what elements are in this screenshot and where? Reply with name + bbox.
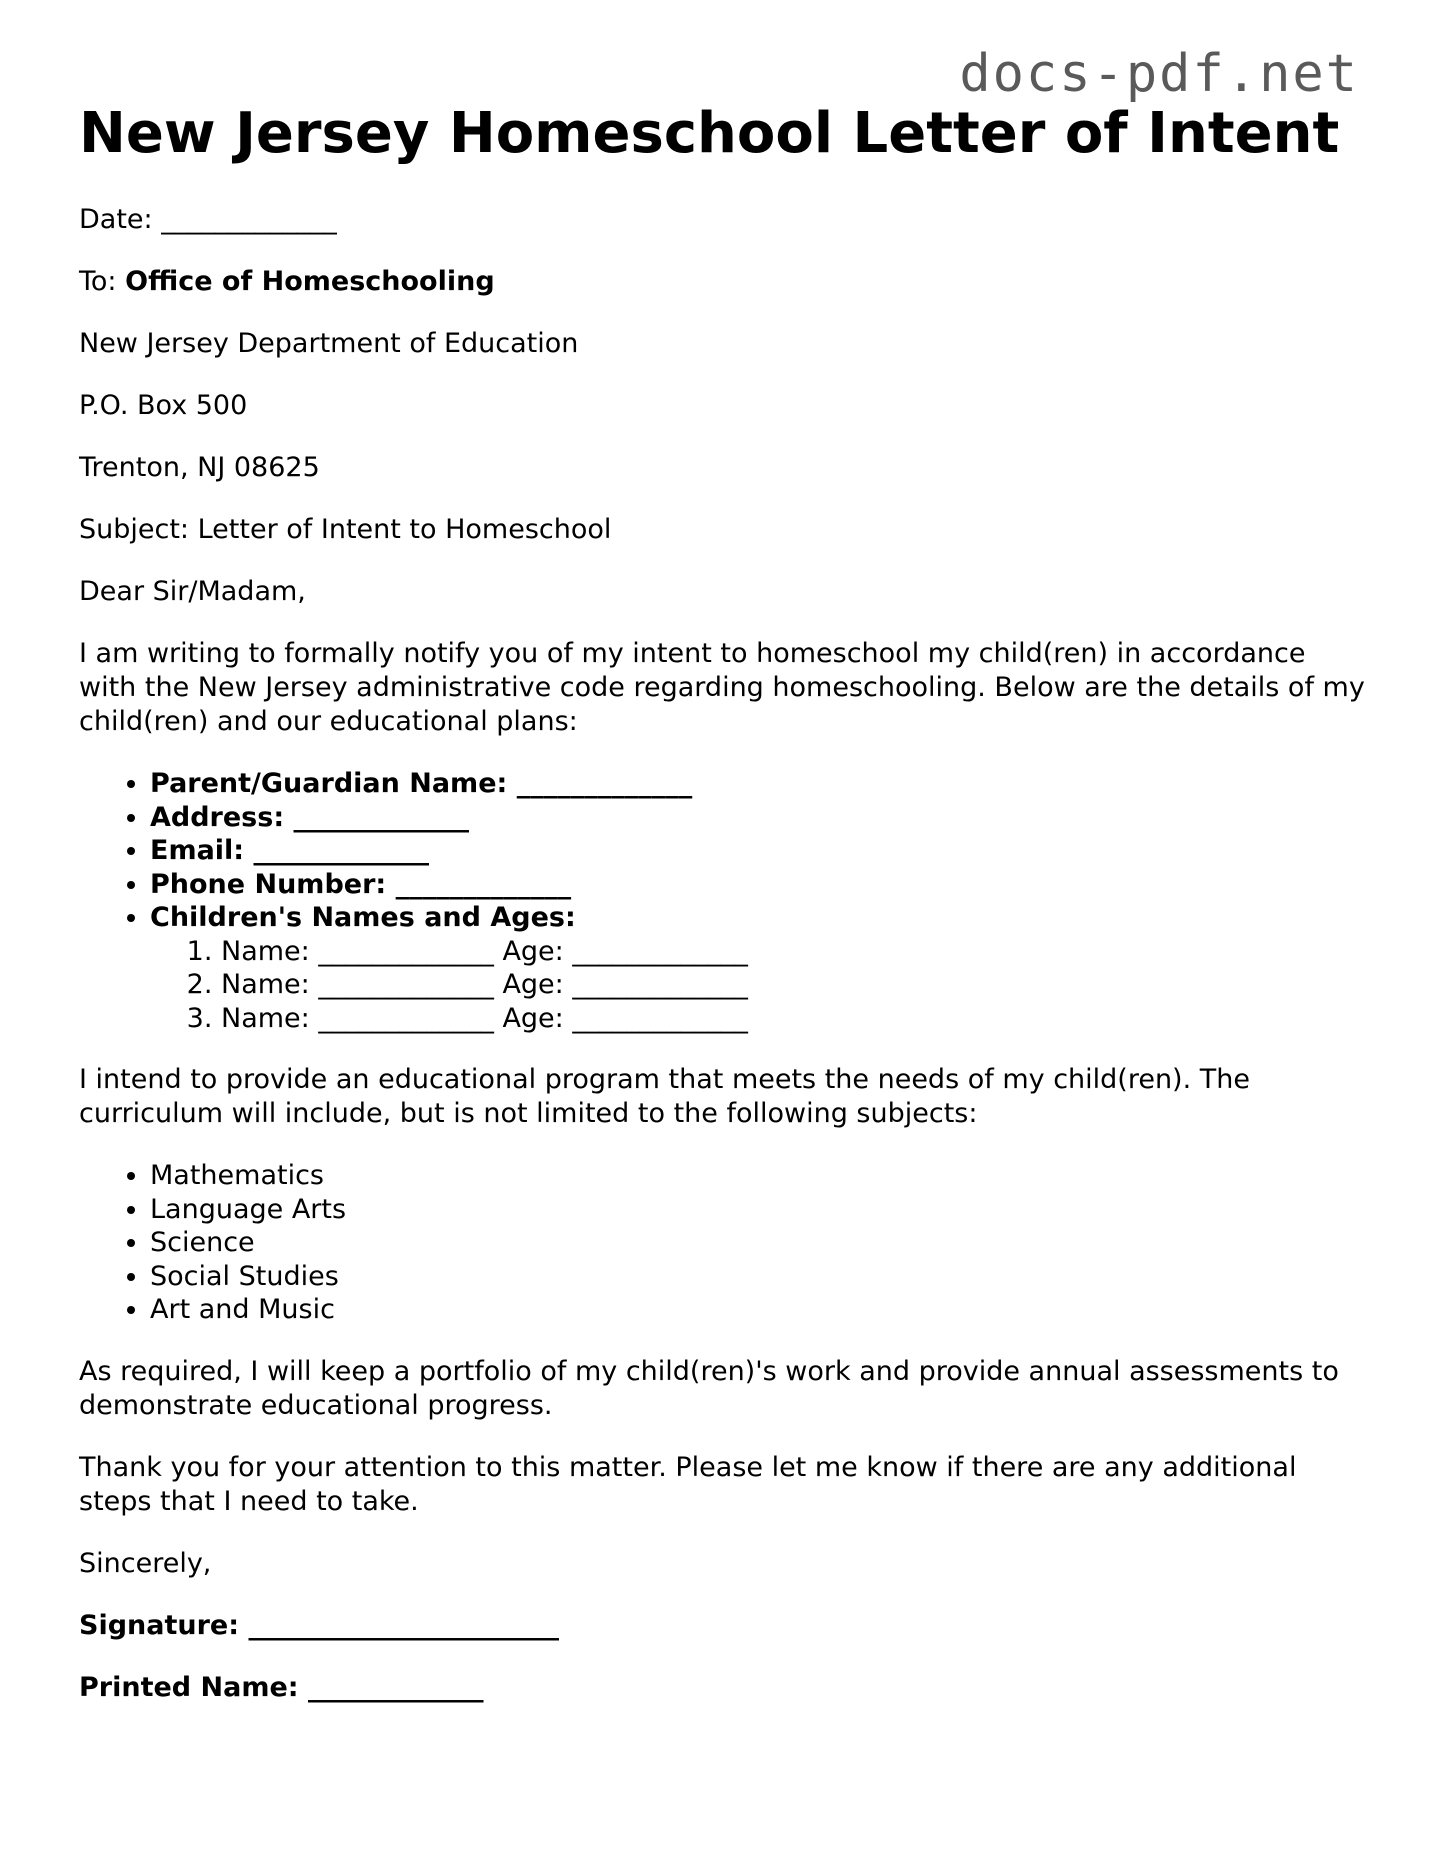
list-item: • Art and Music — [150, 1293, 1369, 1327]
letter-document — [79, 100, 1369, 1733]
list-item: • Social Studies — [150, 1260, 1369, 1294]
signature-line — [79, 1609, 1369, 1643]
list-item-email — [150, 834, 1369, 868]
details-list — [79, 767, 1369, 1035]
list-item-children — [150, 901, 1369, 1035]
list-item: • Language Arts — [150, 1193, 1369, 1227]
list-item: • Science — [150, 1226, 1369, 1260]
parent-label: Parent/Guardian Name: — [150, 768, 508, 800]
children-list — [150, 935, 1369, 1036]
address-blank: _____________ — [293, 801, 470, 833]
date-line — [79, 203, 1369, 237]
phone-label: Phone Number: — [150, 868, 387, 900]
recipient-office: Office of Homeschooling — [125, 266, 495, 298]
page-title: New Jersey Homeschool Letter of Intent — [79, 101, 1340, 166]
child-row — [221, 968, 1369, 1002]
recipient-line — [79, 265, 1369, 299]
salutation: Dear Sir/Madam, — [79, 576, 306, 608]
portfolio-paragraph: As required, I will keep a portfolio of my child(ren)'s work and provide annual assessments to demonstrate educational progress. — [79, 1355, 1339, 1421]
list-item-address — [150, 801, 1369, 835]
subjects-list — [79, 1159, 1369, 1327]
child-age-blank: _____________ — [572, 935, 748, 967]
list-item-parent — [150, 767, 1369, 801]
date-label: Date: — [79, 204, 153, 236]
child-name-label: Name: — [221, 935, 310, 967]
printed-name-line — [79, 1671, 1369, 1705]
children-label: Children's Names and Ages: — [150, 902, 576, 934]
list-item: • Mathematics — [150, 1159, 1369, 1193]
child-row — [221, 935, 1369, 969]
child-name-label: Name: — [221, 1002, 310, 1034]
parent-blank: _____________ — [516, 768, 693, 800]
list-item-phone — [150, 868, 1369, 902]
child-name-blank: _____________ — [318, 969, 494, 1001]
child-name-blank: _____________ — [318, 935, 494, 967]
signature-label: Signature: — [79, 1609, 240, 1641]
email-label: Email: — [150, 835, 245, 867]
phone-blank: _____________ — [395, 868, 572, 900]
child-name-blank: _____________ — [318, 1002, 494, 1034]
to-label: To: — [79, 266, 117, 298]
address-line-3: Trenton, NJ 08625 — [79, 452, 320, 484]
child-age-blank: _____________ — [572, 969, 748, 1001]
signature-blank: _______________________ — [248, 1609, 559, 1641]
address-label: Address: — [150, 801, 285, 833]
child-name-label: Name: — [221, 969, 310, 1001]
program-paragraph: I intend to provide an educational program that meets the needs of my child(ren). The curriculum will include, but is not limited to the following subjects: — [79, 1064, 1250, 1130]
email-blank: _____________ — [253, 835, 430, 867]
address-line-2: P.O. Box 500 — [79, 390, 248, 422]
child-age-label: Age: — [502, 969, 564, 1001]
child-age-label: Age: — [502, 935, 564, 967]
subject-line: Subject: Letter of Intent to Homeschool — [79, 514, 612, 546]
child-row — [221, 1002, 1369, 1036]
thanks-paragraph: Thank you for your attention to this matter. Please let me know if there are any additional steps that I need to take. — [79, 1451, 1297, 1517]
child-age-blank: _____________ — [572, 1002, 748, 1034]
address-line-1: New Jersey Department of Education — [79, 328, 579, 360]
printed-name-label: Printed Name: — [79, 1671, 299, 1703]
closing: Sincerely, — [79, 1547, 212, 1579]
intro-paragraph: I am writing to formally notify you of my intent to homeschool my child(ren) in accordance with the New Jersey administrative code regarding homeschooling. Below are the details of my child(ren) and our educational plans: — [79, 638, 1365, 738]
child-age-label: Age: — [502, 1002, 564, 1034]
watermark: docs-pdf.net — [959, 44, 1359, 104]
printed-name-blank: _____________ — [308, 1671, 484, 1703]
date-blank: _____________ — [161, 204, 337, 236]
